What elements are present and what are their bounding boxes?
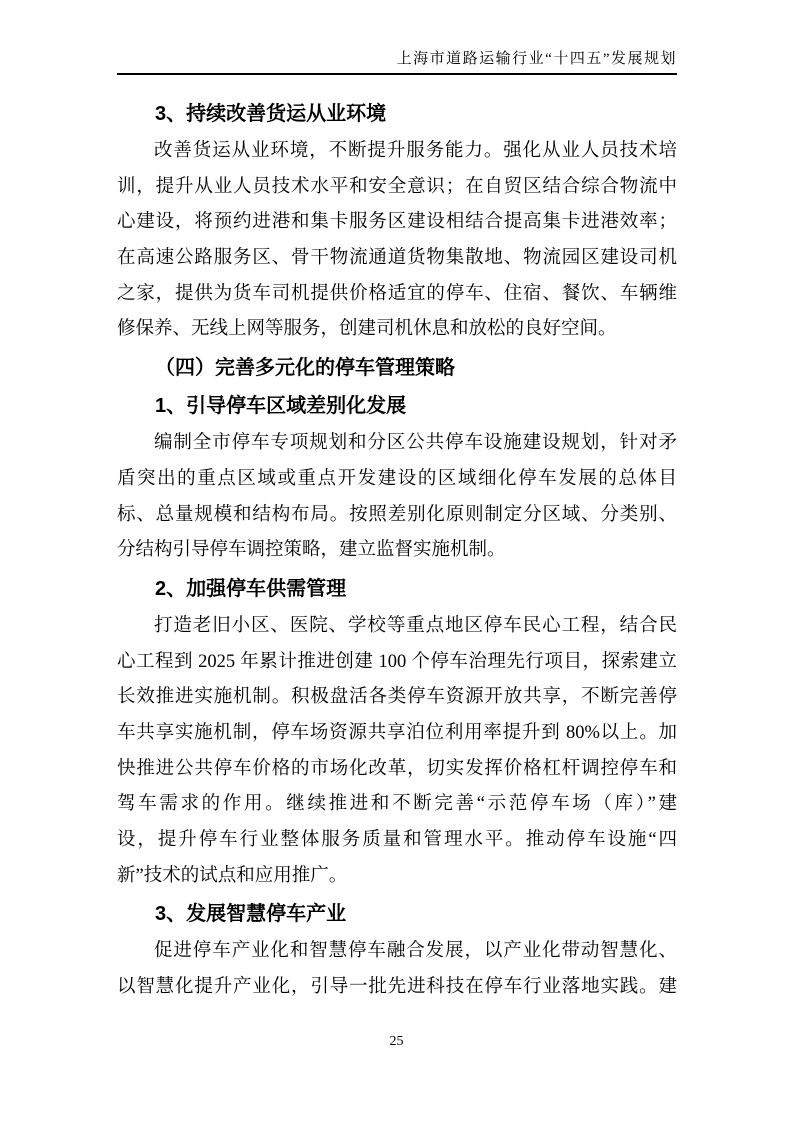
text-line: 修保养、无线上网等服务，创建司机休息和放松的良好空间。: [117, 319, 617, 340]
text-line: 打造老旧小区、医院、学校等重点地区停车民心工程，结合民: [154, 615, 677, 636]
section-heading: （四）完善多元化的停车管理策略: [155, 357, 455, 380]
text-line: 之家，提供为货车司机提供价格适宜的停车、住宿、餐饮、车辆维: [117, 283, 677, 304]
text-line: 以智慧化提升产业化，引导一批先进科技在停车行业落地实践。建: [117, 977, 677, 998]
text-line: 在高速公路服务区、骨干物流通道货物集散地、物流园区建设司机: [117, 248, 677, 269]
text-line: 车共享实施机制，停车场资源共享泊位利用率提升到 80%以上。加: [117, 722, 677, 743]
text-line: 设，提升停车行业整体服务质量和管理水平。推动停车设施“四: [117, 830, 677, 850]
text-line: 训，提升从业人员技术水平和安全意识；在自贸区结合综合物流中: [117, 176, 677, 197]
text-line: 促进停车产业化和智慧停车融合发展，以产业化带动智慧化、: [154, 941, 677, 962]
paragraph: [117, 934, 677, 1005]
text-line: 快推进公共停车价格的市场化改革，切实发挥价格杠杆调控停车和: [117, 758, 677, 779]
paragraph: [117, 426, 677, 569]
document-body: [117, 94, 677, 1006]
text-line: 长效推进实施机制。积极盘活各类停车资源开放共享，不断完善停: [117, 687, 677, 708]
section-heading: 3、持续改善货运从业环境: [155, 103, 387, 125]
text-line: 驾车需求的作用。继续推进和不断完善“示范停车场（库）”建: [117, 794, 677, 815]
text-line: 分结构引导停车调控策略，建立监督实施机制。: [117, 540, 506, 561]
text-line: 盾突出的重点区域或重点开发建设的区域细化停车发展的总体目: [117, 468, 677, 489]
page-footer: [0, 1034, 793, 1050]
header-title: 上海市道路运输行业“十四五”发展规划: [396, 51, 677, 67]
text-line: 心建设，将预约进港和集卡服务区建设相结合提高集卡进港效率；: [117, 212, 677, 233]
text-line: 新”技术的试点和应用推广。: [117, 865, 348, 886]
text-line: 标、总量规模和结构布局。按照差别化原则制定分区域、分类别、: [117, 504, 677, 525]
text-line: 改善货运从业环境，不断提升服务能力。强化从业人员技术培: [154, 141, 677, 161]
page-header: [117, 47, 677, 75]
section-heading: 3、发展智慧停车产业: [155, 903, 347, 926]
text-line: 编制全市停车专项规划和分区公共停车设施建设规划，针对矛: [154, 433, 677, 454]
section-heading: 2、加强停车供需管理: [155, 577, 347, 600]
text-line: 心工程到 2025 年累计推进创建 100 个停车治理先行项目，探索建立: [117, 651, 677, 672]
section-heading: 1、引导停车区域差别化发展: [155, 395, 407, 418]
page-number: 25: [389, 1034, 404, 1049]
paragraph: [117, 134, 677, 348]
paragraph: [117, 609, 677, 895]
